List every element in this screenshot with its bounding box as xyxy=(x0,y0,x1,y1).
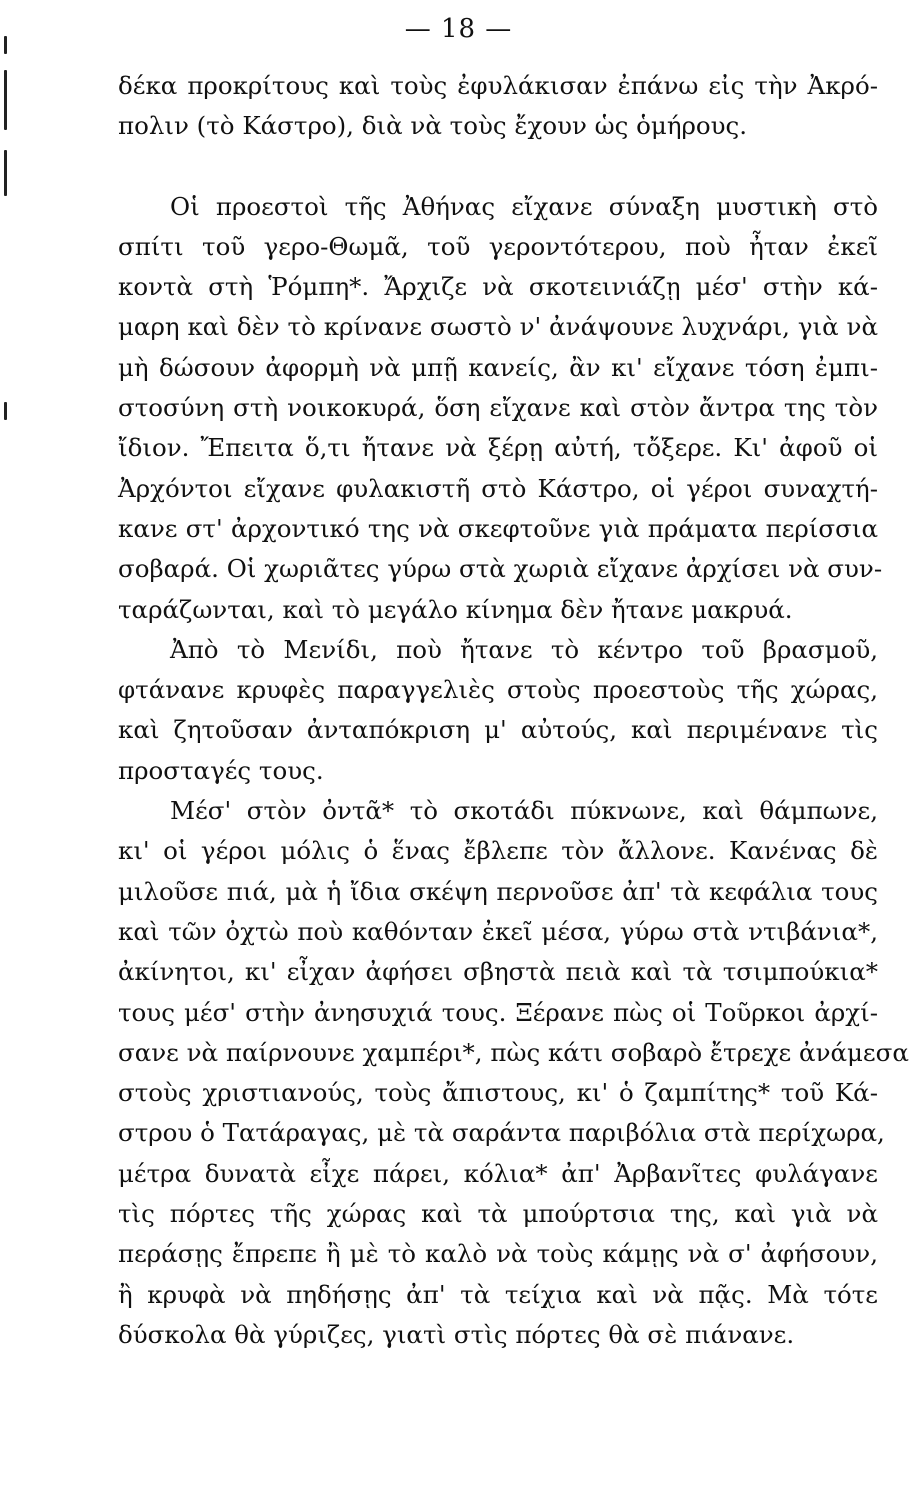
text-line: μιλοῦσε πιά, μὰ ἡ ἴδια σκέψη περνοῦσε ἀπ' τὰ κεφάλια τους xyxy=(118,876,878,906)
text-line: τους μέσ' στὴν ἀνησυχιά τους. Ξέρανε πὼς οἱ Τοῦρκοι ἀρχί- xyxy=(118,997,878,1027)
text-line: σανε νὰ παίρνουνε χαμπέρι*, πὼς κάτι σοβαρὸ ἔτρεχε ἀνάμεσα xyxy=(118,1037,909,1067)
text-line: δέκα προκρίτους καὶ τοὺς ἐφυλάκισαν ἐπάνω εἰς τὴν Ἀκρό- xyxy=(118,71,878,100)
paragraph-gap xyxy=(118,147,878,187)
text-line: ταράζωνται, καὶ τὸ μεγάλο κίνημα δὲν ἤτανε μακρυά. xyxy=(118,594,793,624)
text-line: προσταγές τους. xyxy=(118,755,324,785)
paragraph xyxy=(118,630,878,791)
text-line: μὴ δώσουν ἀφορμὴ νὰ μπῇ κανείς, ἂν κι' εἴχανε τόση ἐμπι- xyxy=(118,352,878,382)
text-line: στοσύνη στὴ νοικοκυρά, ὅση εἴχανε καὶ στὸν ἄντρα της τὸν xyxy=(118,393,878,423)
text-line: καὶ ζητοῦσαν ἀνταπόκριση μ' αὐτούς, καὶ περιμένανε τὶς xyxy=(118,715,878,745)
text-line: πολιν (τὸ Κάστρο), διὰ νὰ τοὺς ἔχουν ὡς ὁμήρους. xyxy=(118,111,748,141)
text-line: Ἀρχόντοι εἴχανε φυλακιστῆ στὸ Κάστρο, οἱ γέροι συναχτή- xyxy=(118,473,878,503)
body-text xyxy=(118,66,909,1355)
text-line: κι' οἱ γέροι μόλις ὁ ἕνας ἔβλεπε τὸν ἄλλονε. Κανένας δὲ xyxy=(118,836,878,866)
page-number: — 18 — xyxy=(404,14,513,44)
binding-mark xyxy=(4,402,7,420)
text-line: δύσκολα θὰ γύριζες, γιατὶ στὶς πόρτες θὰ σὲ πιάνανε. xyxy=(118,1319,795,1349)
text-line: κοντὰ στὴ Ῥόμπη*. Ἄρχιζε νὰ σκοτεινιάζῃ μέσ' στὴν κά- xyxy=(118,272,878,302)
text-line: σοβαρά. Οἱ χωριᾶτες γύρω στὰ χωριὰ εἴχανε ἀρχίσει νὰ συν- xyxy=(118,554,883,584)
paragraph xyxy=(118,187,883,630)
text-line: Οἱ προεστοὶ τῆς Ἀθήνας εἴχανε σύναξη μυστικὴ στὸ xyxy=(170,191,878,221)
text-line: Μέσ' στὸν ὀντᾶ* τὸ σκοτάδι πύκνωνε, καὶ θάμπωνε, xyxy=(170,796,878,826)
text-line: στρου ὁ Τατάραγας, μὲ τὰ σαράντα παριβόλια στὰ περίχωρα, xyxy=(118,1118,885,1148)
text-line: μέτρα δυνατὰ εἶχε πάρει, κόλια* ἀπ' Ἀρβανῖτες φυλάγανε xyxy=(118,1158,878,1188)
text-line: στοὺς χριστιανούς, τοὺς ἄπιστους, κι' ὁ ζαμπίτης* τοῦ Κά- xyxy=(118,1078,878,1108)
text-line: καὶ τῶν ὀχτὼ ποὺ καθόνταν ἐκεῖ μέσα, γύρω στὰ ντιβάνια*, xyxy=(118,916,878,946)
text-line: φτάνανε κρυφὲς παραγγελιὲς στοὺς προεστοὺς τῆς χώρας, xyxy=(118,675,878,705)
text-line: ἀκίνητοι, κι' εἶχαν ἀφήσει σβηστὰ πειὰ καὶ τὰ τσιμπούκια* xyxy=(118,957,878,987)
paragraph xyxy=(118,791,909,1355)
binding-mark xyxy=(4,70,7,130)
text-line: περάσῃς ἔπρεπε ἢ μὲ τὸ καλὸ νὰ τοὺς κάμῃς νὰ σ' ἀφήσουν, xyxy=(118,1239,878,1269)
binding-edge xyxy=(0,0,16,1500)
text-line: κανε στ' ἀρχοντικό της νὰ σκεφτοῦνε γιὰ πράματα περίσσια xyxy=(118,513,878,543)
text-line: τὶς πόρτες τῆς χώρας καὶ τὰ μπούρτσια της, καὶ γιὰ νὰ xyxy=(118,1199,878,1229)
text-line: Ἀπὸ τὸ Μενίδι, ποὺ ἤτανε τὸ κέντρο τοῦ βρασμοῦ, xyxy=(170,634,878,664)
text-line: σπίτι τοῦ γερο-Θωμᾶ, τοῦ γεροντότερου, ποὺ ἦταν ἐκεῖ xyxy=(118,231,878,261)
paragraph xyxy=(118,66,878,147)
text-line: ἴδιον. Ἔπειτα ὅ,τι ἤτανε νὰ ξέρῃ αὐτή, τὄξερε. Κι' ἀφοῦ οἱ xyxy=(118,433,878,463)
text-line: μαρη καὶ δὲν τὸ κρίνανε σωστὸ ν' ἀνάψουνε λυχνάρι, γιὰ νὰ xyxy=(118,312,878,342)
binding-mark xyxy=(4,150,7,196)
text-line: ἢ κρυφὰ νὰ πηδήσῃς ἀπ' τὰ τείχια καὶ νὰ πᾷς. Μὰ τότε xyxy=(118,1279,878,1309)
